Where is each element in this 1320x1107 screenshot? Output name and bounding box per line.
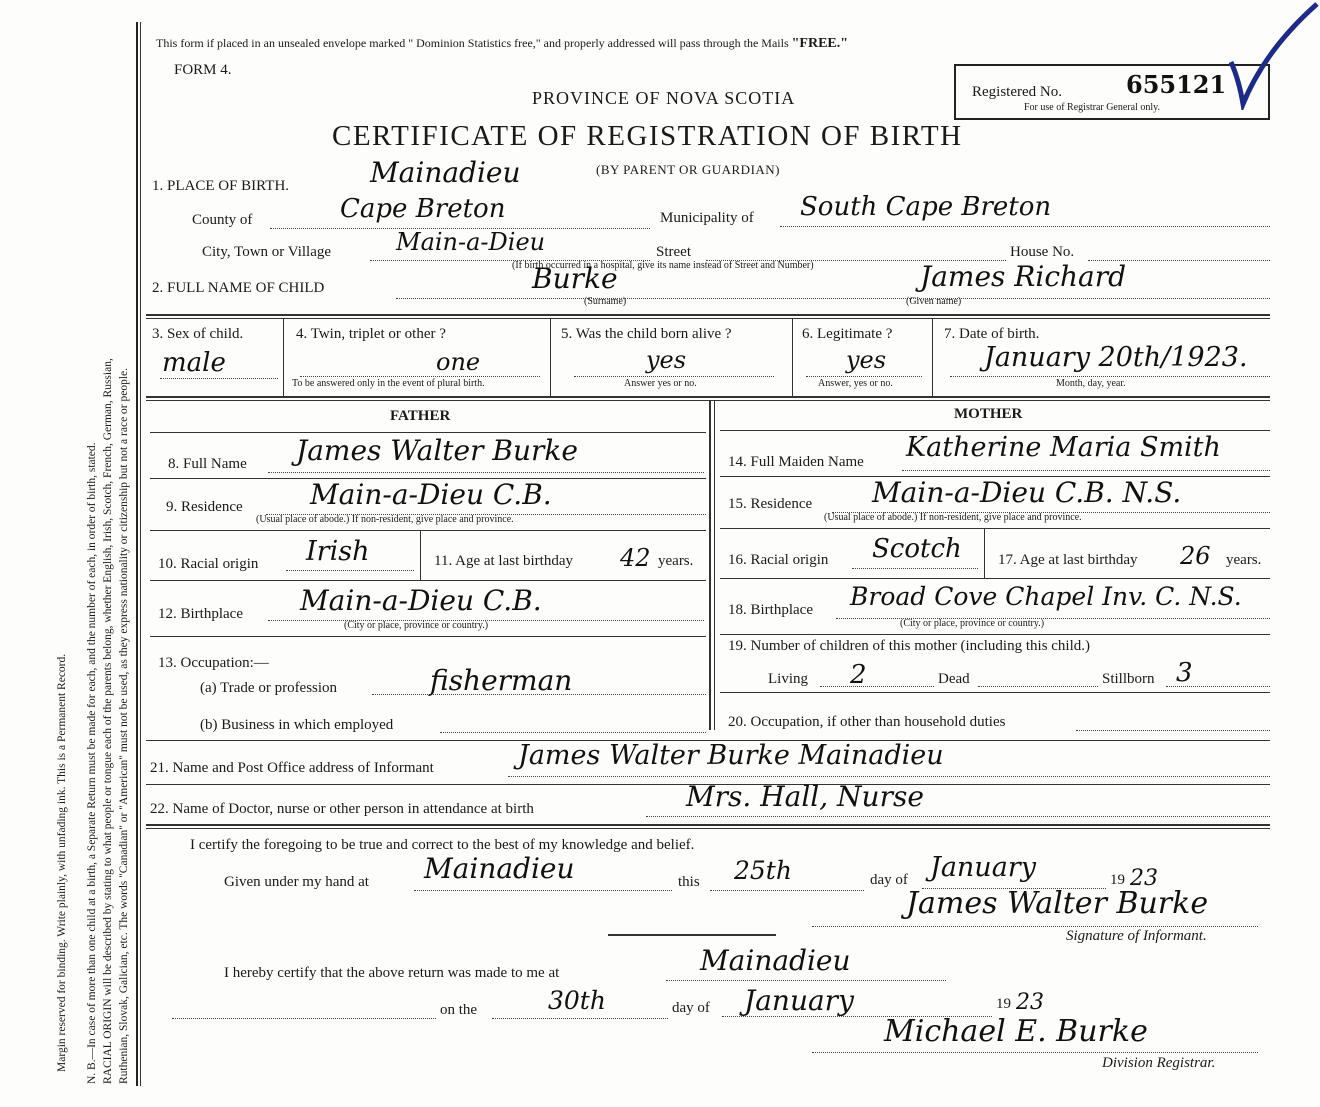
sex-value: male bbox=[162, 348, 226, 378]
child-surname-value: Burke bbox=[532, 262, 618, 295]
father-age-label: 11. Age at last birthday bbox=[434, 553, 573, 569]
registrar-month-value: January bbox=[744, 984, 854, 1017]
margin-note-1: Margin reserved for binding. Write plainly, with unfading ink. This is a Permanent Record. bbox=[56, 653, 68, 1072]
page-title: CERTIFICATE OF REGISTRATION OF BIRTH bbox=[332, 120, 963, 152]
on-the-label: on the bbox=[440, 1002, 478, 1018]
binding-margin-line bbox=[136, 22, 138, 1086]
sex-label: 3. Sex of child. bbox=[152, 326, 244, 342]
informant-label: 21. Name and Post Office address of Informant bbox=[150, 760, 434, 776]
house-number-label: House No. bbox=[1010, 244, 1075, 260]
informant-value: James Walter Burke Mainadieu bbox=[518, 740, 944, 771]
given-name-note: (Given name) bbox=[906, 296, 962, 307]
hospital-note: (If birth occurred in a hospital, give its name instead of Street and Number) bbox=[512, 260, 814, 271]
born-alive-note: Answer yes or no. bbox=[624, 378, 697, 389]
mother-birthplace-note: (City or place, province or country.) bbox=[900, 618, 1045, 629]
father-business-label: (b) Business in which employed bbox=[200, 717, 394, 733]
mother-age-value: 26 bbox=[1180, 542, 1211, 570]
date-of-birth-value: January 20th/1923. bbox=[984, 342, 1248, 373]
margin-note-3: RACIAL ORIGIN will be described by stating to what people or tongue each of the parents belong, whether English, Irish, Scotch, French, German, Russian, bbox=[102, 358, 114, 1084]
registrar-note: For use of Registrar General only. bbox=[1024, 102, 1160, 113]
county-label: County of bbox=[192, 212, 253, 228]
date-of-birth-label: 7. Date of birth. bbox=[944, 326, 1040, 342]
given-month-value: January bbox=[930, 852, 1036, 883]
municipality-label: Municipality of bbox=[660, 210, 754, 226]
father-heading: FATHER bbox=[390, 408, 451, 424]
registered-box bbox=[954, 64, 1270, 120]
living-value: 2 bbox=[850, 660, 867, 690]
mother-name-value: Katherine Maria Smith bbox=[906, 432, 1221, 463]
registrar-day-of-label: day of bbox=[672, 1000, 710, 1016]
registrar-place-value: Mainadieu bbox=[700, 944, 851, 977]
mother-occupation-label: 20. Occupation, if other than household duties bbox=[728, 714, 1006, 730]
registrar-year-value: 23 bbox=[1016, 990, 1044, 1015]
postal-note: This form if placed in an unsealed envelope marked " Dominion Statistics free," and properly addressed will pass through the Mails "FREE." bbox=[156, 36, 849, 51]
given-day-value: 25th bbox=[734, 856, 792, 885]
child-given-name-value: James Richard bbox=[920, 260, 1127, 293]
city-label: City, Town or Village bbox=[202, 244, 332, 260]
mother-heading: MOTHER bbox=[954, 406, 1023, 422]
legitimate-note: Answer, yes or no. bbox=[818, 378, 893, 389]
father-age-value: 42 bbox=[620, 544, 651, 572]
city-value: Main-a-Dieu bbox=[396, 228, 546, 256]
place-of-birth-label: 1. PLACE OF BIRTH. bbox=[152, 178, 290, 194]
by-parent-note: (BY PARENT OR GUARDIAN) bbox=[596, 162, 781, 177]
twin-note: To be answered only in the event of plural birth. bbox=[292, 378, 485, 389]
registrar-signature: Michael E. Burke bbox=[884, 1014, 1148, 1049]
registered-label: Registered No. bbox=[972, 84, 1062, 100]
registrar-day-value: 30th bbox=[548, 986, 606, 1015]
mother-children-label: 19. Number of children of this mother (including this child.) bbox=[728, 638, 1091, 654]
mother-racial-origin-value: Scotch bbox=[872, 534, 962, 564]
checkmark-icon bbox=[1225, 0, 1320, 110]
stillborn-value: 3 bbox=[1176, 658, 1193, 688]
father-birthplace-value: Main-a-Dieu C.B. bbox=[300, 584, 542, 617]
municipality-value: South Cape Breton bbox=[800, 192, 1052, 222]
born-alive-value: yes bbox=[646, 346, 687, 374]
margin-note-4: Ruthenian, Slovak, Galician, etc. The words "Canadian" or "American" must not be used, as they express nationality or citizenship but not a race or people. bbox=[118, 367, 130, 1084]
father-name-value: James Walter Burke bbox=[296, 434, 578, 467]
living-label: Living bbox=[768, 671, 808, 687]
mother-birthplace-value: Broad Cove Chapel Inv. C. N.S. bbox=[850, 582, 1242, 611]
stillborn-label: Stillborn bbox=[1102, 671, 1155, 687]
doctor-label: 22. Name of Doctor, nurse or other person in attendance at birth bbox=[150, 801, 534, 817]
given-day-of-label: day of bbox=[870, 872, 908, 888]
informant-signature: James Walter Burke bbox=[906, 886, 1209, 921]
father-residence-label: 9. Residence bbox=[166, 499, 243, 515]
date-of-birth-note: Month, day, year. bbox=[1056, 378, 1126, 389]
surname-note: (Surname) bbox=[584, 296, 627, 307]
twin-value: one bbox=[436, 348, 481, 376]
father-occupation-label: 13. Occupation:— bbox=[158, 655, 269, 671]
mother-residence-value: Main-a-Dieu C.B. N.S. bbox=[872, 476, 1182, 509]
county-value: Cape Breton bbox=[340, 194, 506, 224]
father-residence-note: (Usual place of abode.) If non-resident, give place and province. bbox=[256, 514, 514, 525]
binding-margin-line-inner bbox=[140, 22, 141, 1086]
father-age-unit: years. bbox=[658, 553, 694, 569]
mother-birthplace-label: 18. Birthplace bbox=[728, 602, 813, 618]
legitimate-label: 6. Legitimate ? bbox=[802, 326, 893, 342]
given-year-prefix: 19 bbox=[1110, 872, 1125, 888]
father-birthplace-note: (City or place, province or country.) bbox=[344, 620, 489, 631]
father-racial-origin-value: Irish bbox=[306, 536, 370, 567]
certify-statement: I certify the foregoing to be true and correct to the best of my knowledge and belief. bbox=[190, 837, 695, 853]
mother-age-label: 17. Age at last birthday bbox=[998, 552, 1138, 568]
father-name-label: 8. Full Name bbox=[168, 456, 247, 472]
mother-racial-origin-label: 16. Racial origin bbox=[728, 552, 829, 568]
father-racial-origin-label: 10. Racial origin bbox=[158, 556, 259, 572]
father-residence-value: Main-a-Dieu C.B. bbox=[310, 478, 552, 511]
registered-number: 655121 bbox=[1126, 70, 1227, 99]
informant-signature-label: Signature of Informant. bbox=[1066, 928, 1207, 944]
child-name-label: 2. FULL NAME OF CHILD bbox=[152, 280, 325, 296]
twin-label: 4. Twin, triplet or other ? bbox=[296, 326, 446, 342]
registrar-statement: I hereby certify that the above return was made to me at bbox=[224, 965, 560, 981]
mother-name-label: 14. Full Maiden Name bbox=[728, 454, 864, 470]
street-label: Street bbox=[656, 244, 691, 260]
dead-label: Dead bbox=[938, 671, 970, 687]
margin-note-2: N. B.—In case of more than one child at a birth, a Separate Return must be made for each, and the number of each, in order of birth, stated. bbox=[86, 442, 98, 1084]
given-under-label: Given under my hand at bbox=[224, 874, 369, 890]
province-heading: PROVINCE OF NOVA SCOTIA bbox=[532, 88, 796, 108]
father-trade-label: (a) Trade or profession bbox=[200, 680, 338, 696]
father-trade-value: fisherman bbox=[430, 664, 573, 697]
free-label: "FREE." bbox=[791, 36, 849, 51]
father-birthplace-label: 12. Birthplace bbox=[158, 606, 243, 622]
registrar-year-prefix: 19 bbox=[996, 996, 1011, 1012]
legitimate-value: yes bbox=[846, 346, 887, 374]
registrar-signature-label: Division Registrar. bbox=[1102, 1055, 1216, 1071]
this-label: this bbox=[678, 874, 700, 890]
given-place-value: Mainadieu bbox=[424, 852, 575, 885]
place-of-birth-value: Mainadieu bbox=[370, 156, 521, 189]
form-number: FORM 4. bbox=[174, 62, 232, 78]
given-year-value: 23 bbox=[1130, 866, 1158, 891]
mother-residence-label: 15. Residence bbox=[728, 496, 813, 512]
mother-age-unit: years. bbox=[1226, 552, 1262, 568]
mother-residence-note: (Usual place of abode.) If non-resident, give place and province. bbox=[824, 512, 1082, 523]
doctor-value: Mrs. Hall, Nurse bbox=[686, 780, 924, 813]
born-alive-label: 5. Was the child born alive ? bbox=[561, 326, 732, 342]
